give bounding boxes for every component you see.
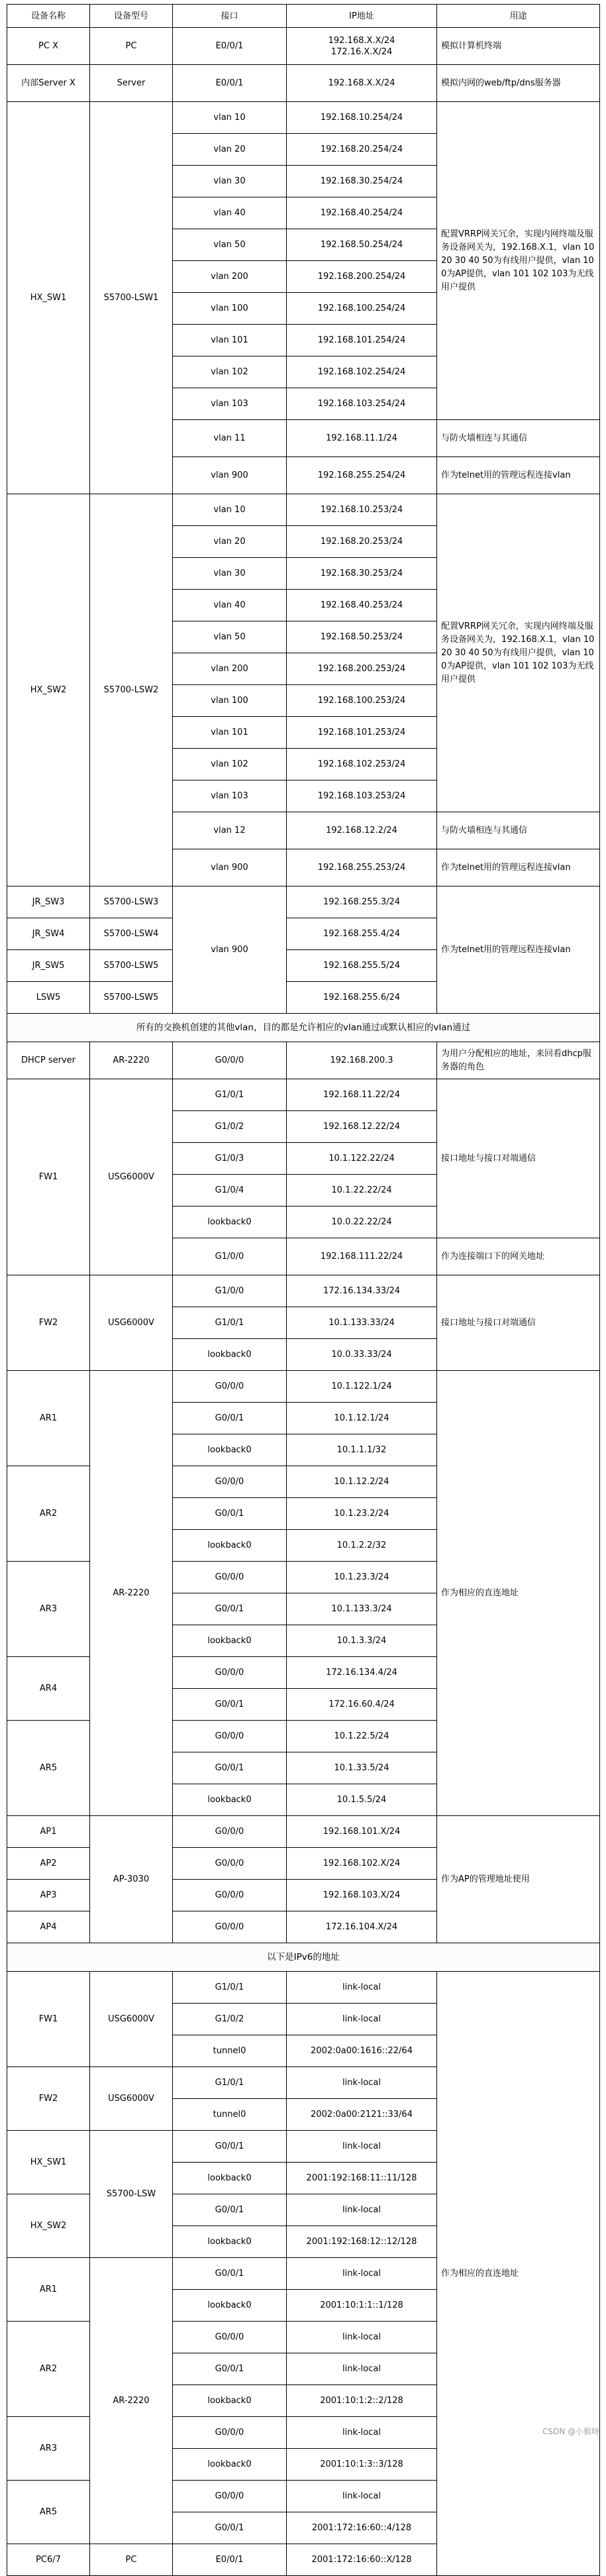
ip-address-cell: 10.1.12.2/24 — [287, 1466, 437, 1498]
ip-address-cell: 192.168.255.4/24 — [287, 918, 437, 950]
device-name-cell: FW1 — [7, 1079, 90, 1275]
device-model-cell: AP-3030 — [90, 1816, 173, 1943]
interface-cell: vlan 200 — [173, 261, 287, 293]
interface-cell: vlan 20 — [173, 526, 287, 558]
ip-address-cell: link-local — [287, 2322, 437, 2353]
ip-address-cell: link-local — [287, 2258, 437, 2290]
purpose-cell: 接口地址与接口对端通信 — [437, 1275, 600, 1371]
ip-address-cell: 192.168.111.22/24 — [287, 1238, 437, 1275]
device-model-cell: USG6000V — [90, 1972, 173, 2067]
ip-address-cell: 192.168.103.253/24 — [287, 780, 437, 812]
device-name-cell: AR5 — [7, 1721, 90, 1816]
ip-address-cell: 10.1.22.22/24 — [287, 1175, 437, 1207]
device-name-cell: AP1 — [7, 1816, 90, 1848]
ip-address-cell: 192.168.255.6/24 — [287, 982, 437, 1014]
purpose-cell: 作为AP的管理地址使用 — [437, 1816, 600, 1943]
ip-address-cell: link-local — [287, 2353, 437, 2385]
device-name-cell: HX_SW1 — [7, 2131, 90, 2194]
ip-address-cell: 2002:0a00:1616::22/64 — [287, 2035, 437, 2067]
interface-cell: G0/0/0 — [173, 1466, 287, 1498]
device-model-cell: AR-2220 — [90, 1371, 173, 1816]
device-name-cell: AR2 — [7, 1466, 90, 1562]
purpose-cell: 作为连接端口下的网关地址 — [437, 1238, 600, 1275]
device-name-cell: DHCP server — [7, 1042, 90, 1079]
ip-address-cell: 2001:10:1:3::3/128 — [287, 2449, 437, 2481]
ip-address-cell: 192.168.102.253/24 — [287, 749, 437, 780]
ip-address-cell: 192.168.200.253/24 — [287, 653, 437, 685]
device-name-cell: PC X — [7, 28, 90, 65]
ip-address-cell: 192.168.100.253/24 — [287, 685, 437, 717]
ip-address-cell: 10.1.33.5/24 — [287, 1752, 437, 1784]
purpose-cell: 与防火墙相连与其通信 — [437, 812, 600, 849]
interface-cell: lookback0 — [173, 1530, 287, 1562]
purpose-cell: 与防火墙相连与其通信 — [437, 420, 600, 457]
ip-address-cell: 10.1.3.3/24 — [287, 1625, 437, 1657]
purpose-cell: 配置VRRP网关冗余，实现内网终端及服务设备网关为，192.168.X.1，vlan 10 20 30 40 50为有线用户提供，vlan 100为AP提供，vlan 101 102 103为无线用户提供 — [437, 102, 600, 420]
interface-cell: vlan 50 — [173, 621, 287, 653]
interface-cell: lookback0 — [173, 1784, 287, 1816]
interface-cell: vlan 900 — [173, 457, 287, 494]
interface-cell: vlan 12 — [173, 812, 287, 849]
device-name-cell: JR_SW4 — [7, 918, 90, 950]
ip-address-cell: 192.168.10.253/24 — [287, 494, 437, 526]
interface-cell: vlan 102 — [173, 749, 287, 780]
ip-address-cell: 192.168.103.X/24 — [287, 1880, 437, 1911]
table-row — [7, 28, 600, 65]
table-row — [7, 65, 600, 102]
interface-cell: G0/0/0 — [173, 2481, 287, 2512]
interface-cell: vlan 103 — [173, 388, 287, 420]
interface-cell: G0/0/0 — [173, 1371, 287, 1403]
interface-cell: G0/0/0 — [173, 2417, 287, 2449]
ip-address-cell: 10.0.33.33/24 — [287, 1339, 437, 1371]
watermark: CSDN @小猴呀 — [542, 2427, 599, 2436]
ip-address-cell: 192.168.X.X/24 172.16.X.X/24 — [287, 28, 437, 65]
interface-cell: lookback0 — [173, 1625, 287, 1657]
interface-cell: vlan 101 — [173, 717, 287, 749]
purpose-cell: 作为telnet用的管理远程连接vlan — [437, 849, 600, 886]
device-name-cell: HX_SW2 — [7, 494, 90, 886]
table-row — [7, 1371, 600, 1403]
purpose-cell: 作为相应的直连地址 — [437, 1371, 600, 1816]
ip-address-cell: link-local — [287, 1972, 437, 2004]
interface-cell: vlan 40 — [173, 197, 287, 229]
interface-cell: G0/0/0 — [173, 1042, 287, 1079]
interface-cell: vlan 101 — [173, 325, 287, 356]
interface-cell: G1/0/0 — [173, 1275, 287, 1307]
interface-cell: vlan 20 — [173, 134, 287, 166]
interface-cell: vlan 100 — [173, 293, 287, 325]
purpose-cell: 作为telnet用的管理远程连接vlan — [437, 886, 600, 1014]
table-row — [7, 1079, 600, 1111]
header-ip-address: IP地址 — [287, 5, 437, 28]
section-heading: 所有的交换机创建的其他vlan，目的都是允许相应的vlan通过或默认相应的vlan通过 — [7, 1014, 600, 1042]
device-model-cell: USG6000V — [90, 1275, 173, 1371]
table-row — [7, 886, 600, 918]
ip-address-cell: 192.168.200.254/24 — [287, 261, 437, 293]
interface-cell: lookback0 — [173, 1207, 287, 1238]
ip-address-cell: 192.168.11.1/24 — [287, 420, 437, 457]
device-name-cell: AP2 — [7, 1848, 90, 1880]
device-name-cell: HX_SW2 — [7, 2194, 90, 2258]
table-row — [7, 102, 600, 134]
ip-address-cell: 192.168.101.254/24 — [287, 325, 437, 356]
interface-cell: G0/0/0 — [173, 1816, 287, 1848]
device-name-cell: AR1 — [7, 1371, 90, 1466]
ip-address-cell: 192.168.100.254/24 — [287, 293, 437, 325]
header-device-name: 设备名称 — [7, 5, 90, 28]
ip-address-cell: 192.168.X.X/24 — [287, 65, 437, 102]
ip-address-cell: 192.168.103.254/24 — [287, 388, 437, 420]
device-name-cell: AR2 — [7, 2322, 90, 2417]
ip-address-cell: 2001:192:168:11::11/128 — [287, 2163, 437, 2194]
interface-cell: vlan 900 — [173, 849, 287, 886]
device-model-cell: PC — [90, 28, 173, 65]
ip-address-cell: link-local — [287, 2417, 437, 2449]
ip-address-cell: 172.16.134.4/24 — [287, 1657, 437, 1689]
interface-cell: lookback0 — [173, 1434, 287, 1466]
ip-address-cell: 192.168.50.254/24 — [287, 229, 437, 261]
interface-cell: G0/0/1 — [173, 2194, 287, 2226]
section-row — [7, 1943, 600, 1972]
interface-cell: vlan 10 — [173, 494, 287, 526]
device-name-cell: HX_SW1 — [7, 102, 90, 494]
device-name-cell: AR3 — [7, 2417, 90, 2481]
ip-address-cell: 192.168.101.X/24 — [287, 1816, 437, 1848]
ip-address-cell: link-local — [287, 2067, 437, 2099]
interface-cell: G0/0/0 — [173, 1880, 287, 1911]
interface-cell: G0/0/1 — [173, 1689, 287, 1721]
device-model-cell: USG6000V — [90, 1079, 173, 1275]
ip-address-cell: 192.168.255.5/24 — [287, 950, 437, 982]
interface-cell: G0/0/1 — [173, 1593, 287, 1625]
interface-cell: G0/0/1 — [173, 2131, 287, 2163]
interface-cell: G0/0/1 — [173, 2353, 287, 2385]
interface-cell: vlan 200 — [173, 653, 287, 685]
device-name-cell: LSW5 — [7, 982, 90, 1014]
ip-address-cell: 172.16.60.4/24 — [287, 1689, 437, 1721]
interface-cell: vlan 30 — [173, 558, 287, 590]
interface-cell: G0/0/1 — [173, 2512, 287, 2544]
device-model-cell: S5700-LSW5 — [90, 950, 173, 982]
device-name-cell: 内部Server X — [7, 65, 90, 102]
section-row — [7, 1014, 600, 1042]
interface-cell: vlan 100 — [173, 685, 287, 717]
purpose-cell: 作为相应的直连地址 — [437, 1972, 600, 2576]
ip-address-cell: 192.168.40.253/24 — [287, 590, 437, 621]
ip-address-cell: 2001:172:16:60::X/128 — [287, 2544, 437, 2576]
device-model-cell: S5700-LSW2 — [90, 494, 173, 886]
ip-address-table — [7, 4, 600, 2576]
purpose-cell: 为用户分配相应的地址，来回看dhcp服务器的角色 — [437, 1042, 600, 1079]
ip-address-cell: 10.1.22.5/24 — [287, 1721, 437, 1752]
purpose-cell: 模拟内网的web/ftp/dns服务器 — [437, 65, 600, 102]
device-name-cell: FW1 — [7, 1972, 90, 2067]
table-row — [7, 1816, 600, 1848]
ip-address-cell: 192.168.20.254/24 — [287, 134, 437, 166]
device-model-cell: S5700-LSW4 — [90, 918, 173, 950]
interface-cell: vlan 40 — [173, 590, 287, 621]
ip-address-cell: 10.1.122.22/24 — [287, 1143, 437, 1175]
ip-address-cell: 192.168.12.2/24 — [287, 812, 437, 849]
ip-address-cell: 2001:10:1:1::1/128 — [287, 2290, 437, 2322]
device-model-cell: USG6000V — [90, 2067, 173, 2131]
ip-address-cell: 2002:0a00:2121::33/64 — [287, 2099, 437, 2131]
device-model-cell: Server — [90, 65, 173, 102]
interface-cell: tunnel0 — [173, 2035, 287, 2067]
interface-cell: vlan 10 — [173, 102, 287, 134]
header-interface: 接口 — [173, 5, 287, 28]
interface-cell: G1/0/1 — [173, 1307, 287, 1339]
interface-cell: lookback0 — [173, 2163, 287, 2194]
interface-cell: G0/0/0 — [173, 1848, 287, 1880]
table-row — [7, 1972, 600, 2004]
ip-address-cell: 192.168.40.254/24 — [287, 197, 437, 229]
ip-address-cell: 10.1.133.3/24 — [287, 1593, 437, 1625]
interface-cell: G0/0/1 — [173, 1498, 287, 1530]
purpose-cell: 接口地址与接口对端通信 — [437, 1079, 600, 1238]
ip-address-cell: 172.16.104.X/24 — [287, 1911, 437, 1943]
interface-cell: vlan 102 — [173, 356, 287, 388]
interface-cell: G0/0/1 — [173, 1403, 287, 1434]
ip-address-cell: 192.168.30.254/24 — [287, 166, 437, 197]
interface-cell: E0/0/1 — [173, 2544, 287, 2576]
device-name-cell: AR4 — [7, 1657, 90, 1721]
device-name-cell: AP3 — [7, 1880, 90, 1911]
header-device-model: 设备型号 — [90, 5, 173, 28]
ip-address-cell: 2001:172:16:60::4/128 — [287, 2512, 437, 2544]
ip-address-cell: 10.1.12.1/24 — [287, 1403, 437, 1434]
device-name-cell: AR3 — [7, 1562, 90, 1657]
ip-address-cell: 2001:192:168:12::12/128 — [287, 2226, 437, 2258]
ip-address-cell: 192.168.50.253/24 — [287, 621, 437, 653]
interface-cell: lookback0 — [173, 2385, 287, 2417]
interface-cell: lookback0 — [173, 2449, 287, 2481]
interface-cell: G1/0/1 — [173, 1079, 287, 1111]
device-name-cell: FW2 — [7, 2067, 90, 2131]
device-model-cell: PC — [90, 2544, 173, 2576]
device-name-cell: FW2 — [7, 1275, 90, 1371]
table-row — [7, 494, 600, 526]
interface-cell: lookback0 — [173, 1339, 287, 1371]
ip-address-cell: 192.168.102.X/24 — [287, 1848, 437, 1880]
ip-address-cell: 10.1.122.1/24 — [287, 1371, 437, 1403]
table-header-row — [7, 5, 600, 28]
device-model-cell: S5700-LSW1 — [90, 102, 173, 494]
ip-address-cell: 10.1.23.3/24 — [287, 1562, 437, 1593]
interface-cell: G1/0/2 — [173, 1111, 287, 1143]
device-name-cell: JR_SW3 — [7, 886, 90, 918]
interface-cell: G0/0/0 — [173, 1562, 287, 1593]
interface-cell: G1/0/0 — [173, 1238, 287, 1275]
interface-cell: G1/0/4 — [173, 1175, 287, 1207]
purpose-cell: 配置VRRP网关冗余，实现内网终端及服务设备网关为，192.168.X.1，vlan 10 20 30 40 50为有线用户提供，vlan 100为AP提供，vlan 101 102 103为无线用户提供 — [437, 494, 600, 812]
interface-cell: G1/0/1 — [173, 1972, 287, 2004]
interface-cell: lookback0 — [173, 2226, 287, 2258]
interface-cell: G0/0/0 — [173, 1657, 287, 1689]
device-model-cell: S5700-LSW5 — [90, 982, 173, 1014]
interface-cell: G0/0/0 — [173, 2322, 287, 2353]
ip-address-cell: link-local — [287, 2194, 437, 2226]
ip-address-cell: 192.168.20.253/24 — [287, 526, 437, 558]
ip-address-cell: 10.1.133.33/24 — [287, 1307, 437, 1339]
ip-address-cell: 192.168.255.254/24 — [287, 457, 437, 494]
table-row — [7, 1042, 600, 1079]
ip-address-cell: 192.168.30.253/24 — [287, 558, 437, 590]
ip-address-cell: 2001:10:1:2::2/128 — [287, 2385, 437, 2417]
ip-address-cell: 192.168.255.253/24 — [287, 849, 437, 886]
ip-address-cell: 192.168.11.22/24 — [287, 1079, 437, 1111]
ip-address-cell: 192.168.12.22/24 — [287, 1111, 437, 1143]
device-name-cell: PC6/7 — [7, 2544, 90, 2576]
table-body — [7, 28, 600, 2576]
interface-cell: G0/0/0 — [173, 1721, 287, 1752]
ip-address-cell: link-local — [287, 2131, 437, 2163]
ip-address-cell: 172.16.134.33/24 — [287, 1275, 437, 1307]
ip-address-cell: 192.168.255.3/24 — [287, 886, 437, 918]
ip-address-cell: 192.168.102.254/24 — [287, 356, 437, 388]
device-name-cell: AP4 — [7, 1911, 90, 1943]
interface-cell: vlan 30 — [173, 166, 287, 197]
ip-address-cell: 192.168.200.3 — [287, 1042, 437, 1079]
interface-cell: G0/0/0 — [173, 1911, 287, 1943]
interface-cell: E0/0/1 — [173, 65, 287, 102]
section-heading: 以下是IPv6的地址 — [7, 1943, 600, 1972]
device-model-cell: S5700-LSW — [90, 2131, 173, 2258]
purpose-cell: 作为telnet用的管理远程连接vlan — [437, 457, 600, 494]
device-name-cell: JR_SW5 — [7, 950, 90, 982]
interface-cell: vlan 11 — [173, 420, 287, 457]
purpose-cell: 模拟计算机终端 — [437, 28, 600, 65]
ip-address-cell: 10.1.2.2/32 — [287, 1530, 437, 1562]
ip-address-cell: link-local — [287, 2481, 437, 2512]
device-model-cell: S5700-LSW3 — [90, 886, 173, 918]
interface-cell: vlan 900 — [173, 886, 287, 1014]
ip-address-cell: 192.168.101.253/24 — [287, 717, 437, 749]
interface-cell: G1/0/3 — [173, 1143, 287, 1175]
interface-cell: lookback0 — [173, 2290, 287, 2322]
interface-cell: G0/0/1 — [173, 1752, 287, 1784]
interface-cell: G1/0/1 — [173, 2067, 287, 2099]
interface-cell: E0/0/1 — [173, 28, 287, 65]
interface-cell: tunnel0 — [173, 2099, 287, 2131]
interface-cell: vlan 50 — [173, 229, 287, 261]
ip-address-cell: 10.1.5.5/24 — [287, 1784, 437, 1816]
device-model-cell: AR-2220 — [90, 1042, 173, 1079]
interface-cell: G0/0/1 — [173, 2258, 287, 2290]
device-name-cell: AR1 — [7, 2258, 90, 2322]
ip-address-cell: 10.0.22.22/24 — [287, 1207, 437, 1238]
interface-cell: G1/0/2 — [173, 2004, 287, 2035]
ip-address-cell: 192.168.10.254/24 — [287, 102, 437, 134]
table-row — [7, 1275, 600, 1307]
ip-address-cell: link-local — [287, 2004, 437, 2035]
ip-address-cell: 10.1.23.2/24 — [287, 1498, 437, 1530]
interface-cell: vlan 103 — [173, 780, 287, 812]
ip-address-cell: 10.1.1.1/32 — [287, 1434, 437, 1466]
header-purpose: 用途 — [437, 5, 600, 28]
device-name-cell: AR5 — [7, 2481, 90, 2544]
device-model-cell: AR-2220 — [90, 2258, 173, 2544]
